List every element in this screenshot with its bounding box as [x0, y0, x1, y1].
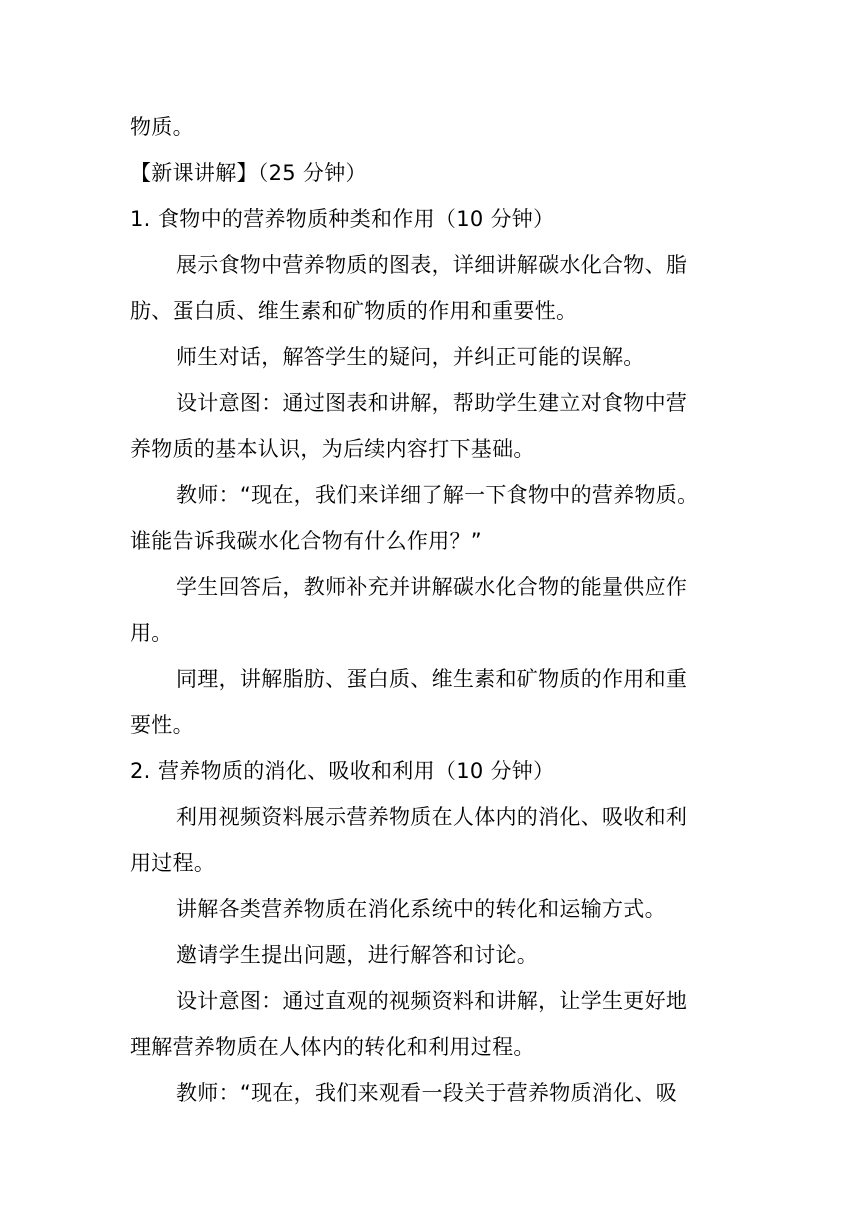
text-line: 物质。 — [130, 115, 194, 139]
paragraph-line: 设计意图：通过直观的视频资料和讲解，让学生更好地 — [176, 989, 688, 1013]
paragraph-line: 展示食物中营养物质的图表，详细讲解碳水化合物、脂 — [176, 253, 688, 277]
paragraph-line: 教师：“现在，我们来观看一段关于营养物质消化、吸 — [176, 1081, 678, 1105]
paragraph-line: 同理，讲解脂肪、蛋白质、维生素和矿物质的作用和重 — [176, 667, 688, 691]
subheading-digestion — [130, 748, 730, 794]
section-heading-new-lesson: 【新课讲解】（25 分钟） — [130, 161, 367, 185]
subheading-nutrients-types — [130, 196, 730, 242]
paragraph-line: 理解营养物质在人体内的转化和利用过程。 — [130, 1035, 535, 1059]
paragraph-line: 要性。 — [130, 713, 194, 737]
paragraph-line: 设计意图：通过图表和讲解，帮助学生建立对食物中营 — [176, 391, 688, 415]
paragraph-line: 讲解各类营养物质在消化系统中的转化和运输方式。 — [176, 897, 666, 921]
paragraph-line: 养物质的基本认识，为后续内容打下基础。 — [130, 437, 535, 461]
paragraph-line: 教师：“现在，我们来详细了解一下食物中的营养物质。 — [176, 483, 699, 507]
paragraph-line: 师生对话，解答学生的疑问，并纠正可能的误解。 — [176, 345, 645, 369]
subheading-text: 营养物质的消化、吸收和利用（10 分钟） — [158, 759, 555, 783]
paragraph-line: 用。 — [130, 621, 173, 645]
document-page — [130, 104, 730, 1116]
paragraph-line: 用过程。 — [130, 851, 216, 875]
paragraph-line: 肪、蛋白质、维生素和矿物质的作用和重要性。 — [130, 299, 578, 323]
paragraph-line: 学生回答后，教师补充并讲解碳水化合物的能量供应作 — [176, 575, 688, 599]
list-number: 2. — [130, 759, 151, 783]
subheading-text: 食物中的营养物质种类和作用（10 分钟） — [158, 207, 555, 231]
paragraph-line: 邀请学生提出问题，进行解答和讨论。 — [176, 943, 539, 967]
list-number: 1. — [130, 207, 151, 231]
paragraph-line: 利用视频资料展示营养物质在人体内的消化、吸收和利 — [176, 805, 688, 829]
paragraph-line: 谁能告诉我碳水化合物有什么作用？” — [130, 529, 482, 553]
